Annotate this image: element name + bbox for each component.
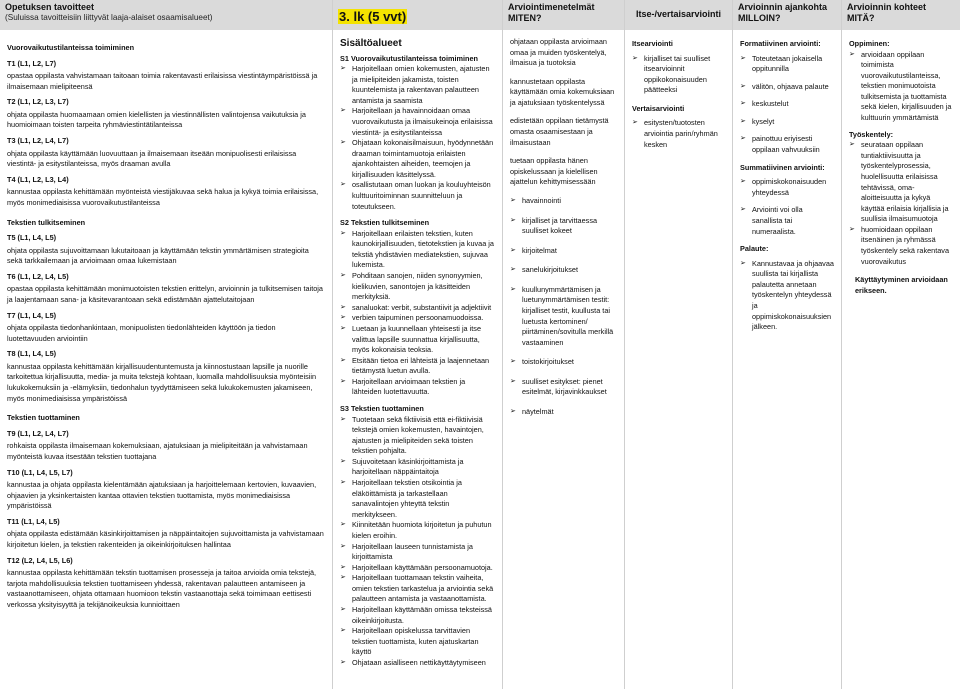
goal-text: opastaa oppilasta vahvistamaan taitoaan toimia rakentavasti erilaisissa viestintäympäristöissä ja ilmaisemaan mielipiteensä <box>7 71 318 91</box>
list-item: ➢ Arviointi voi olla sanallista tai numeraalista. <box>740 205 834 237</box>
list-item: ➢ Harjoitellaan arvioimaan tekstien ja lähteiden luotettavuutta. <box>340 377 495 398</box>
list-item: ➢ kirjalliset tai suulliset itsearvioinnit oppikokonaisuuden päätteeksi <box>632 54 725 96</box>
list-item: ➢ Pohditaan sanojen, niiden synonyymien, kielikuvien, sanontojen ja käsitteiden merkityksiä. <box>340 271 495 303</box>
methods-text: tuetaan oppilasta hänen opiskelussaan ja kielellisen ajattelun kehittymisessään <box>510 156 598 187</box>
list-item: ➢ kuullunymmärtämisen ja luetunymmärtämisen testit: kirjalliset testit, kuullusta tai luetusta kertominen/ piirtäminen/sovitulla merkillä vastaaminen <box>510 285 617 348</box>
list-item: ➢ keskustelut <box>740 99 834 110</box>
list-item: ➢ kirjalliset ja tarvittaessa suulliset kokeet <box>510 216 617 237</box>
goal-text: kannustaa oppilasta kehittämään kirjallisuudentuntemusta ja kiinnostustaan lapsille ja nuorille tarkoitettua kirjallisuutta, media- ja muita tekstejä kohtaan, luomalla mahdollisuuksia myönteisiin lukukokemuksiin ja -elämyksiin, tiedonhalun tyydyttämiseen sekä lukukokemusten jakamiseen, myös monimediaisissa ympäristöissä <box>7 361 317 403</box>
goal-text: kannustaa oppilasta kehittämään tekstin tuottamisen prosesseja ja taitoa arvioida omia tekstejä, tarjota mahdollisuuksia tekstien tuottamiseen yhdessä, rakentavan palautteen antamiseen ja vastaanottamiseen, ohjata ottamaan huomioon tekstin vastaanottaja sekä toimimaan eettisesti verkossa yksityisyyttä ja tekijänoikeuksia kunnioittaen <box>7 568 317 609</box>
column-self-assessment <box>625 0 733 689</box>
list-item: ➢ välitön, ohjaava palaute <box>740 82 834 93</box>
list-item: ➢ sanelukirjoitukset <box>510 265 617 276</box>
methods-list <box>510 196 617 418</box>
subheading: Itsearviointi <box>632 39 673 48</box>
list-item: ➢ Etsitään tietoa eri lähteistä ja laajennetaan tietämystä luetun avulla. <box>340 356 495 377</box>
list-item: ➢ Luetaan ja kuunnellaan yhteisesti ja itse valittua lapsille suunnattua kirjallisuutta, myös kokonaisia teoksia. <box>340 324 495 356</box>
goal-tag: T5 (L1, L4, L5) <box>7 233 57 243</box>
peer-assessment-list <box>632 118 725 150</box>
goal-tag: T12 (L2, L4, L5, L6) <box>7 555 73 565</box>
list-item: ➢ toistokirjoitukset <box>510 357 617 368</box>
goal-tag: T3 (L1, L2, L4, L7) <box>7 136 69 146</box>
goals-title: Opetuksen tavoitteet <box>5 2 95 12</box>
methods-text: kannustetaan oppilasta käyttämään omia kokemuksiaan ja ajatuksiaan työskentelyssä <box>510 76 615 107</box>
goal-text: ohjata oppilasta huomaamaan omien kielellisten ja viestinnällisten valintojensa vaikutuksia ja huomioimaan toisten tarpeita ryhmäviestintätilanteissa <box>7 109 306 130</box>
formative-list <box>740 54 834 156</box>
column-targets <box>842 0 960 689</box>
subheading: Vertaisarviointi <box>632 103 685 113</box>
list-item: ➢ arvioidaan oppilaan toimimista vuorovaikutustilanteissa, tekstien monimuotoista tulkitsemista ja tuottamista sekä kielen, kirjallisuuden ja kulttuurin ymmärtämistä <box>849 50 953 124</box>
subheading: Palaute: <box>740 244 769 254</box>
self-assessment-header: Itse-/vertaisarviointi <box>625 0 732 30</box>
list-item: ➢ Harjoitellaan lauseen tunnistamista ja kirjoittamista <box>340 542 495 563</box>
section-heading: Tekstien tuottaminen <box>7 413 80 423</box>
subheading: Oppiminen: <box>849 39 890 48</box>
goals-subtitle: (Suluissa tavoitteisiin liittyvät laaja-alaiset osaamisalueet) <box>5 12 213 22</box>
methods-text: ohjataan oppilasta arvioimaan omaa ja muiden työskentelyä, ilmaisua ja tuotoksia <box>510 37 607 68</box>
list-item: ➢ huomioidaan oppilaan itsenäinen ja ryhmässä työskentely sekä rakentava vuorovaikutus <box>849 225 953 267</box>
work-list <box>849 140 953 267</box>
goal-tag: T1 (L1, L2, L7) <box>7 58 57 68</box>
timing-header: Arvioinnin ajankohta MILLOIN? <box>733 0 841 30</box>
column-goals <box>0 0 333 689</box>
goal-text: opastaa oppilasta kehittämään monimuotoisten tekstien erittelyn, arvioinnin ja tulkitsemisen taitoja ja laajentamaan sana- ja käsitevarantoaan sekä edistämään ajattelutaitojaan <box>7 284 323 304</box>
summative-list <box>740 177 834 237</box>
goal-text: ohjata oppilasta sujuvoittamaan lukutaitoaan ja käyttämään tekstin ymmärtämisen strategioita sekä tarkkailemaan ja arvioimaan omaa lukemistaan <box>7 245 309 266</box>
list-item: ➢ Harjoitellaan käyttämään persoonamuotoja. <box>340 563 495 574</box>
list-item: ➢ verbien taipuminen persoonamuodoissa. <box>340 313 495 324</box>
contents-heading: Sisältöalueet <box>340 38 402 49</box>
goal-tag: T11 (L1, L4, L5) <box>7 516 60 526</box>
grade-header <box>333 0 502 30</box>
goal-tag: T7 (L1, L4, L5) <box>7 310 57 320</box>
list-item: ➢ Kannustavaa ja ohjaavaa suullista tai kirjallista palautetta annetaan työskentelyn yhteydessä ja oppimiskokonaisuuksien jälkeen. <box>740 259 834 333</box>
goal-text: kannustaa oppilasta kehittämään myönteistä viestijäkuvaa sekä halua ja kykyä toimia erilaisissa, myös monimediaisissa vuorovaikutustilanteissa <box>7 187 319 207</box>
content-list <box>340 229 495 398</box>
methods-text: edistetään oppilaan tietämystä omasta osaamisestaan ja ilmaisustaan <box>510 116 609 147</box>
goal-tag: T4 (L1, L2, L3, L4) <box>7 174 69 184</box>
goal-tag: T2 (L1, L2, L3, L7) <box>7 97 69 107</box>
list-item: ➢ näytelmät <box>510 407 617 418</box>
list-item: ➢ Harjoitellaan tuottamaan tekstin vaiheita, omien tekstien tarkastelua ja arviointia sekä palautteen antamista ja vastaanottamista. <box>340 573 495 605</box>
subheading: Formatiivinen arviointi: <box>740 39 821 48</box>
content-area-title: S1 Vuorovaikutustilanteissa toimiminen <box>340 53 478 63</box>
list-item: ➢ esitysten/tuotosten arviointia parin/ryhmän kesken <box>632 118 725 150</box>
self-assessment-list <box>632 54 725 96</box>
goal-tag: T9 (L1, L2, L4, L7) <box>7 428 69 438</box>
goal-tag: T10 (L1, L4, L5, L7) <box>7 467 73 477</box>
methods-header: Arviointimenetelmät MITEN? <box>503 0 624 30</box>
list-item: ➢ Toteutetaan jokaisella oppitunnilla <box>740 54 834 75</box>
list-item: ➢ sanaluokat: verbit, substantiivit ja adjektiivit <box>340 303 495 314</box>
content-list <box>340 64 495 212</box>
subheading: Summatiivinen arviointi: <box>740 162 825 172</box>
list-item: ➢ kyselyt <box>740 117 834 128</box>
goal-tag: T6 (L1, L2, L4, L5) <box>7 271 69 281</box>
goal-tag: T8 (L1, L4, L5) <box>7 349 57 359</box>
list-item: ➢ painottuu eriyisesti oppilaan vahvuuksiin <box>740 134 834 155</box>
section-heading: Vuorovaikutustilanteissa toimiminen <box>7 43 135 52</box>
list-item: ➢ Harjoitellaan opiskelussa tarvittavien tekstien tuottamista, kuten ajatuskartan käyttö <box>340 626 495 658</box>
list-item: ➢ Harjoitellaan omien kokemusten, ajatusten ja mielipiteiden jakamista, toisten kuuntelemista ja rakentavan palautteen antamista ja saamista <box>340 64 495 106</box>
content-area-title: S2 Tekstien tulkitseminen <box>340 218 430 228</box>
list-item: ➢ Sujuvoitetaan käsinkirjoittamista ja harjoitellaan näppäintaitoja <box>340 457 495 478</box>
list-item: ➢ Tuotetaan sekä fiktiivisiä että ei-fiktiivisiä tekstejä omien kokemusten, havaintojen, ajatusten ja mielipiteiden sekä toisten tekstien pohjalta. <box>340 415 495 457</box>
column-contents <box>333 0 503 689</box>
goal-text: ohjata oppilasta tiedonhankintaan, monipuolisten tiedonlähteiden käyttöön ja tiedon luotettavuuden arviointiin <box>7 323 276 343</box>
goal-text: ohjata oppilasta edistämään käsinkirjoittamisen ja näppäintaitojen sujuvoittamista ja vahvistamaan kirjoitetun kielen, ja tekstien rakenteiden ja oikeinkirjoituksen hallintaa <box>7 529 324 549</box>
list-item: ➢ Harjoitellaan käyttämään omissa teksteissä oikeinkirjoitusta. <box>340 605 495 626</box>
subheading: Työskentely: <box>849 129 894 139</box>
grade-title: 3. lk (5 vvt) <box>339 9 407 24</box>
targets-header: Arvioinnin kohteet MITÄ? <box>842 0 960 30</box>
list-item: ➢ suulliset esitykset: pienet esitelmät, kirjavinkkaukset <box>510 377 617 398</box>
list-item: ➢ osallistutaan oman luokan ja kouluyhteisön kulttuuritoiminnan suunnitteluun ja toteutukseen. <box>340 180 495 212</box>
learning-list <box>849 50 953 124</box>
goal-text: rohkaista oppilasta ilmaisemaan kokemuksiaan, ajatuksiaan ja mielipiteitään ja vahvistamaan myönteistä kuvaa itsestään tekstien tuottajana <box>7 441 308 461</box>
list-item: ➢ oppimiskokonaisuuden yhteydessä <box>740 177 834 198</box>
list-item: ➢ Ohjataan asialliseen nettikäyttäytymiseen <box>340 658 495 669</box>
content-list <box>340 415 495 669</box>
feedback-list <box>740 259 834 333</box>
goal-text: kannustaa ja ohjata oppilasta kielentämään ajatuksiaan ja harjoittelemaan kertovien, kuvaavien, ohjaavien ja yksinkertaisten kantaa ottavien tekstien tuottamista, myös monimediaisissa ympäristöissä <box>7 480 317 511</box>
list-item: ➢ kirjoitelmat <box>510 246 617 257</box>
content-area-title: S3 Tekstien tuottaminen <box>340 404 424 413</box>
list-item: ➢ Harjoitellaan ja havainnoidaan omaa vuorovaikutusta ja ilmaisukeinoja erilaisissa viestintä- ja esitystilanteissa <box>340 106 495 138</box>
goals-header <box>0 0 332 30</box>
list-item: ➢ Harjoitellaan tekstien otsikointia ja eläköittämistä ja tarkastellaan sanavalintojen yhteyttä tekstin merkitykseen. <box>340 478 495 520</box>
list-item: ➢ Kiinnitetään huomiota kirjoitetun ja puhutun kielen eroihin. <box>340 520 495 541</box>
list-item: ➢ havainnointi <box>510 196 617 207</box>
section-heading: Tekstien tulkitseminen <box>7 217 86 227</box>
goal-text: ohjata oppilasta käyttämään luovuuttaan ja ilmaisemaan itseään monipuolisesti erilaisissa viestintä- ja esitystilanteissa, myös draaman avulla <box>7 148 297 169</box>
behaviour-note: Käyttäytyminen arvioidaan erikseen. <box>855 275 948 295</box>
column-timing <box>733 0 842 689</box>
list-item: ➢ Ohjataan kokonaisilmaisuun, hyödynnetään draaman toimintamuotoja erilaisten ajankohtaisten aiheiden, teemojen ja kirjallisuuden käsittelyssä. <box>340 138 495 180</box>
list-item: ➢ seurataan oppilaan tuntiaktiivisuutta ja työskentelyprosessia, huolellisuutta erilaisissa tehtävissä, oma-aloitteisuutta ja kykyä käyttää erilaisia kirjallisia ja suullisia ilmaisumuotoja <box>849 140 953 225</box>
list-item: ➢ Harjoitellaan erilaisten tekstien, kuten kaunokirjallisuuden, tietotekstien ja kuvaa ja tekstiä yhdistävien mediatekstien, sujuvaa lukemista. <box>340 229 495 271</box>
column-methods <box>503 0 625 689</box>
